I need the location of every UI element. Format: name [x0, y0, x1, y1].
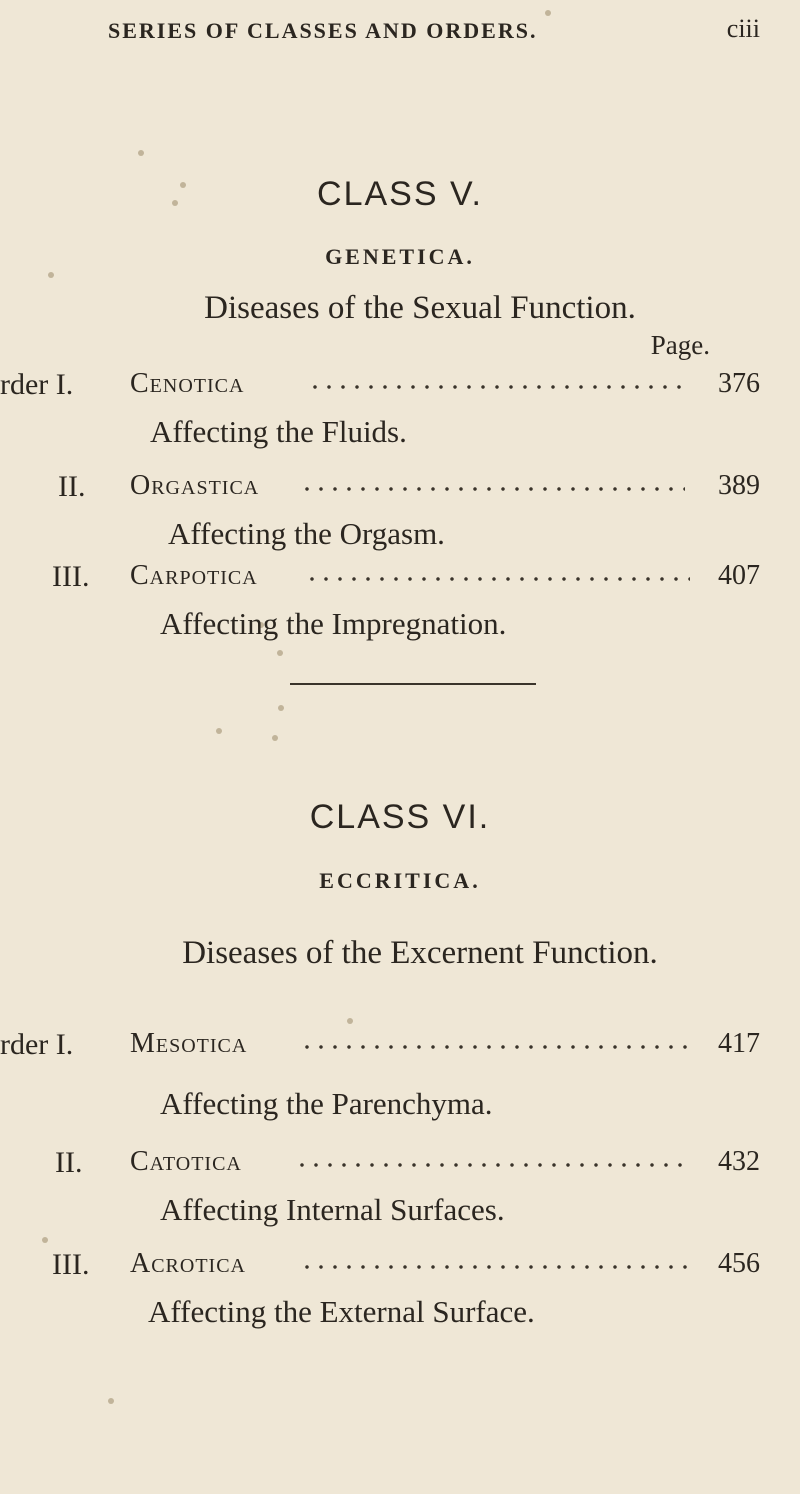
leader-dots [305, 576, 690, 582]
foxing-spot [138, 150, 144, 156]
foxing-spot [108, 1398, 114, 1404]
page-folio: ciii [726, 14, 760, 43]
order-page-number: 417 [718, 1028, 760, 1059]
foxing-spot [545, 10, 551, 16]
foxing-spot [272, 735, 278, 741]
order-name: Catotica [130, 1146, 242, 1177]
class-description: Diseases of the Sexual Function. [204, 290, 636, 326]
section-divider [290, 683, 536, 685]
order-number: III. [52, 1248, 90, 1281]
class-title: CLASS VI. [309, 798, 491, 836]
order-page-number: 432 [718, 1146, 760, 1177]
order-page-number: 407 [718, 560, 760, 591]
leader-dots [300, 1044, 695, 1050]
leader-dots [295, 1162, 690, 1168]
order-number: rder I. [0, 368, 74, 401]
running-head: SERIES OF CLASSES AND ORDERS. [108, 18, 538, 43]
class-name: GENETICA. [325, 244, 475, 269]
order-name: Acrotica [130, 1248, 247, 1279]
order-description: Affecting the Orgasm. [168, 516, 445, 551]
foxing-spot [277, 650, 283, 656]
order-description: Affecting the Parenchyma. [160, 1086, 493, 1121]
order-page-number: 456 [718, 1248, 760, 1279]
class-name: ECCRITICA. [319, 868, 481, 893]
order-description: Affecting the Fluids. [150, 414, 407, 449]
order-entry [0, 1028, 800, 1121]
page-column-label: Page. [650, 330, 710, 360]
order-number: III. [52, 560, 90, 593]
foxing-spot [42, 1237, 48, 1243]
order-number: II. [58, 470, 86, 503]
leader-dots [308, 384, 688, 390]
order-number: rder I. [0, 1028, 74, 1061]
class-description: Diseases of the Excernent Function. [182, 935, 658, 971]
foxing-spot [216, 728, 222, 734]
order-page-number: 376 [718, 368, 760, 399]
order-name: Cenotica [130, 368, 245, 399]
class-title: CLASS V. [317, 175, 483, 213]
order-number: II. [55, 1146, 83, 1179]
order-name: Mesotica [130, 1028, 248, 1059]
order-page-number: 389 [718, 470, 760, 501]
order-entry [0, 368, 800, 458]
order-description: Affecting the Impregnation. [160, 606, 507, 641]
foxing-spot [48, 272, 54, 278]
order-entry [0, 1146, 800, 1236]
order-entry [0, 560, 800, 650]
foxing-spot [278, 705, 284, 711]
order-description: Affecting the External Surface. [148, 1294, 535, 1329]
foxing-spot [347, 1018, 353, 1024]
order-description: Affecting Internal Surfaces. [160, 1192, 505, 1227]
leader-dots [300, 1264, 690, 1270]
order-entry [0, 470, 800, 560]
order-name: Orgastica [130, 470, 260, 501]
leader-dots [300, 486, 685, 492]
order-name: Carpotica [130, 560, 258, 591]
order-entry [0, 1248, 800, 1338]
